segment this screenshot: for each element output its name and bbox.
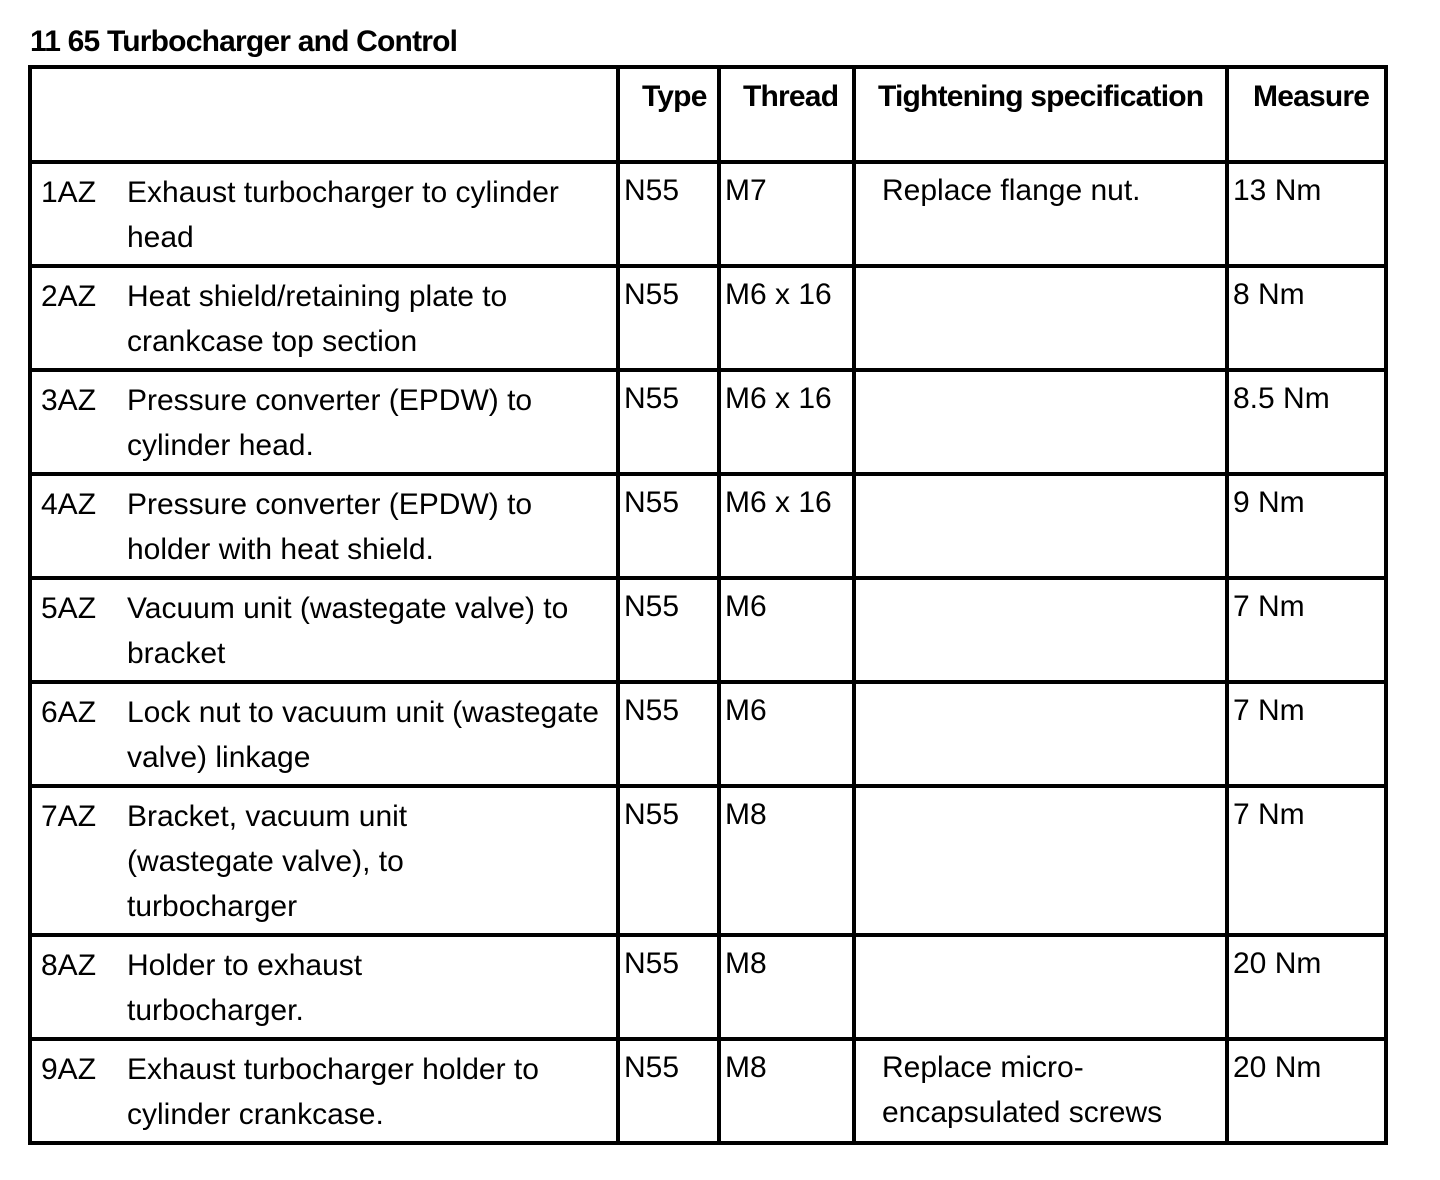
item-code: 3AZ (41, 384, 97, 417)
thread-cell: M6 x 16 (719, 370, 854, 474)
measure-cell: 13 Nm (1227, 162, 1386, 266)
item-description: Pressure converter (EPDW) to holder with heat shield. (127, 488, 533, 566)
item-code: 8AZ (41, 949, 97, 982)
description-cell (30, 1039, 618, 1143)
table-header-row (30, 67, 1386, 162)
measure-cell: 20 Nm (1227, 1039, 1386, 1143)
tightening-spec-cell (854, 786, 1227, 935)
tightening-spec-cell (854, 578, 1227, 682)
description-cell (30, 682, 618, 786)
thread-cell: M8 (719, 935, 854, 1039)
table-row (30, 935, 1386, 1039)
type-cell: N55 (618, 682, 719, 786)
item-code: 4AZ (41, 488, 97, 521)
item-code: 1AZ (41, 176, 97, 209)
thread-cell: M6 x 16 (719, 474, 854, 578)
item-code: 9AZ (41, 1053, 97, 1086)
item-description: Exhaust turbocharger holder to cylinder crankcase. (127, 1053, 539, 1131)
thread-cell: M8 (719, 1039, 854, 1143)
tightening-spec-cell (854, 935, 1227, 1039)
header-type: Type (618, 67, 719, 162)
header-tightening-spec: Tightening specification (854, 67, 1227, 162)
type-cell: N55 (618, 1039, 719, 1143)
type-cell: N55 (618, 786, 719, 935)
tightening-spec-cell (854, 266, 1227, 370)
document-title: 11 65 Turbocharger and Control (30, 25, 458, 58)
type-cell: N55 (618, 370, 719, 474)
type-cell: N55 (618, 578, 719, 682)
tightening-spec-cell: Replace micro-encapsulated screws (854, 1039, 1227, 1143)
item-description: Vacuum unit (wastegate valve) to bracket (127, 592, 569, 670)
measure-cell: 8 Nm (1227, 266, 1386, 370)
table-row (30, 786, 1386, 935)
description-cell (30, 370, 618, 474)
type-cell: N55 (618, 474, 719, 578)
type-cell: N55 (618, 162, 719, 266)
table-row (30, 1039, 1386, 1143)
measure-cell: 7 Nm (1227, 578, 1386, 682)
item-code: 7AZ (41, 800, 97, 833)
table-row (30, 682, 1386, 786)
table-row (30, 578, 1386, 682)
type-cell: N55 (618, 935, 719, 1039)
description-cell (30, 266, 618, 370)
tightening-spec-cell: Replace flange nut. (854, 162, 1227, 266)
measure-cell: 20 Nm (1227, 935, 1386, 1039)
item-description: Holder to exhaust turbocharger. (127, 949, 363, 1027)
item-code: 2AZ (41, 280, 97, 313)
table-row (30, 162, 1386, 266)
item-description: Bracket, vacuum unit (wastegate valve), to turbocharger (127, 800, 408, 923)
tightening-spec-cell (854, 682, 1227, 786)
header-thread: Thread (719, 67, 854, 162)
measure-cell: 7 Nm (1227, 786, 1386, 935)
description-cell (30, 935, 618, 1039)
table-row (30, 474, 1386, 578)
thread-cell: M6 (719, 578, 854, 682)
item-description: Heat shield/retaining plate to crankcase top section (127, 280, 508, 358)
item-code: 5AZ (41, 592, 97, 625)
description-cell (30, 578, 618, 682)
header-item (30, 67, 618, 162)
header-measure: Measure (1227, 67, 1386, 162)
torque-spec-table (28, 65, 1388, 1145)
description-cell (30, 786, 618, 935)
description-cell (30, 474, 618, 578)
measure-cell: 7 Nm (1227, 682, 1386, 786)
item-description: Exhaust turbocharger to cylinder head (127, 176, 559, 254)
type-cell: N55 (618, 266, 719, 370)
thread-cell: M8 (719, 786, 854, 935)
table-row (30, 266, 1386, 370)
thread-cell: M6 (719, 682, 854, 786)
measure-cell: 8.5 Nm (1227, 370, 1386, 474)
tightening-spec-cell (854, 474, 1227, 578)
thread-cell: M6 x 16 (719, 266, 854, 370)
item-description: Lock nut to vacuum unit (wastegate valve) linkage (127, 696, 599, 774)
item-code: 6AZ (41, 696, 97, 729)
tightening-spec-cell (854, 370, 1227, 474)
table-row (30, 370, 1386, 474)
thread-cell: M7 (719, 162, 854, 266)
description-cell (30, 162, 618, 266)
measure-cell: 9 Nm (1227, 474, 1386, 578)
item-description: Pressure converter (EPDW) to cylinder head. (127, 384, 533, 462)
